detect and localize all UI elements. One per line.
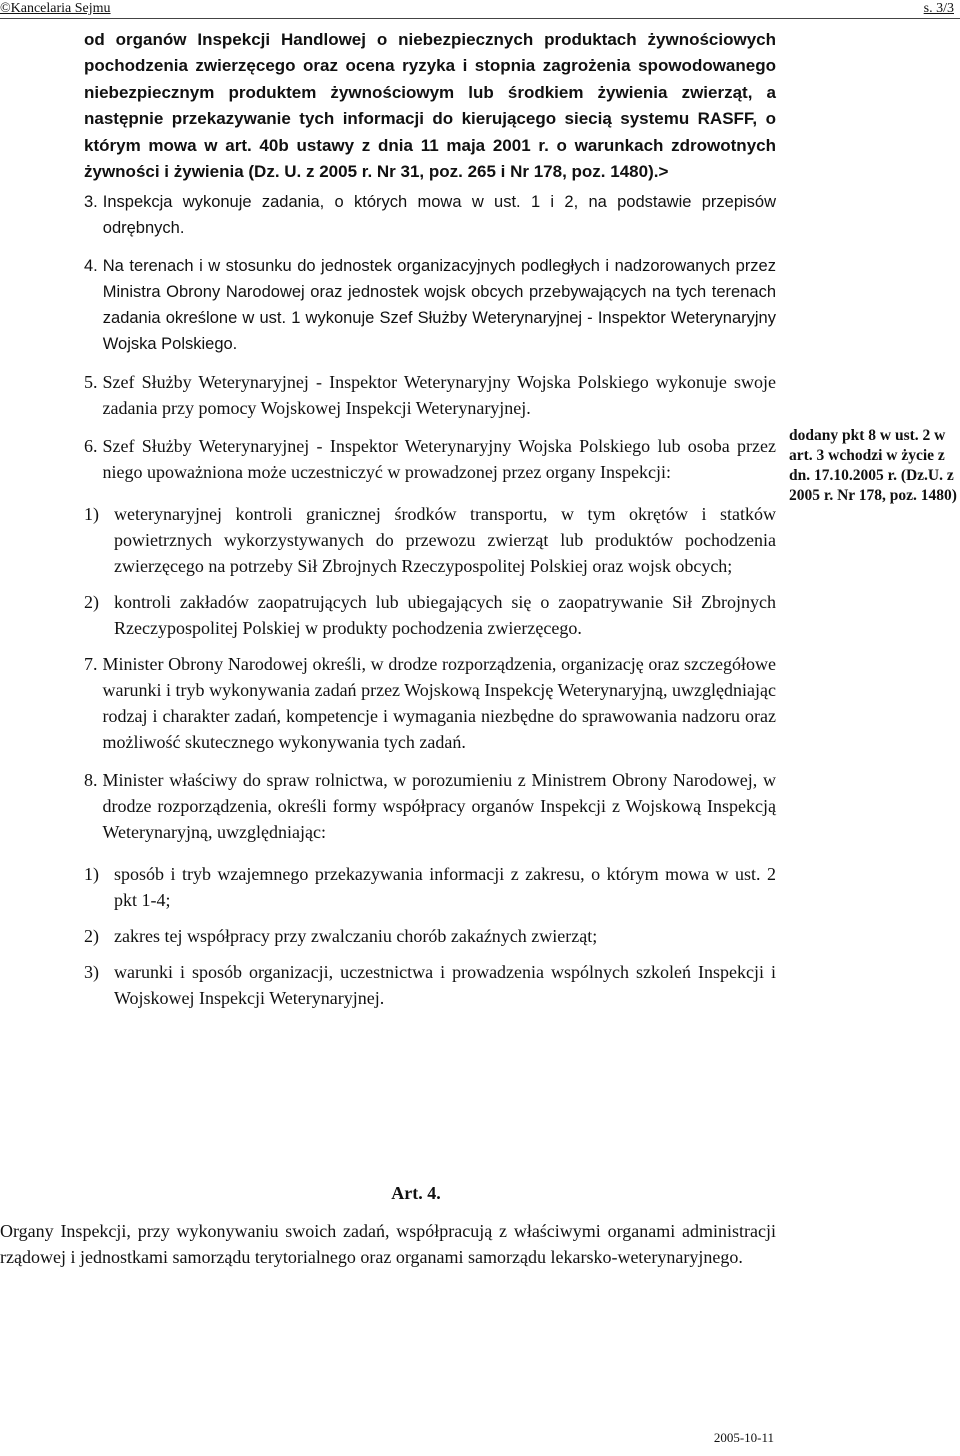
- item-text: kontroli zakładów zaopatrujących lub ubiegających się o zaopatrywanie Sił Zbrojnych Rzeczypospolitej Polskiej w produkty pochodzenia zwierzęcego.: [114, 592, 776, 639]
- item-number: 1): [84, 864, 99, 885]
- paragraph-text: Szef Służby Weterynaryjnej - Inspektor Weterynaryjny Wojska Polskiego lub osoba przez niego upoważniona może uczestniczyć w prowadzonej przez organy Inspekcji:: [102, 436, 776, 483]
- item-text: warunki i sposób organizacji, uczestnictwa i prowadzenia wspólnych szkoleń Inspekcji i Wojskowej Inspekcji Weterynaryjnej.: [114, 962, 776, 1009]
- list-item: [84, 861, 776, 913]
- paragraph-text: Minister właściwy do spraw rolnictwa, w porozumieniu z Ministrem Obrony Narodowej, w drodze rozporządzenia, określi formy współpracy organów Inspekcji z Wojskową Inspekcją Weterynaryjną, uwzględniając:: [102, 770, 776, 843]
- item-text: sposób i tryb wzajemnego przekazywania informacji z zakresu, o którym mowa w ust. 2 pkt 1-4;: [114, 864, 776, 911]
- list-item: [84, 923, 776, 949]
- item-number: 1): [84, 504, 99, 525]
- item-number: 2): [84, 592, 99, 613]
- header-rule: [0, 18, 960, 19]
- paragraph-number: 6.: [84, 436, 98, 457]
- article-title-text: Art. 4.: [391, 1183, 441, 1203]
- list-item: [84, 501, 776, 579]
- margin-note: dodany pkt 8 w ust. 2 w art. 3 wchodzi w życie z dn. 17.10.2005 r. (Dz.U. z 2005 r. Nr 178, poz. 1480): [789, 427, 957, 504]
- article-paragraph: [0, 1218, 776, 1270]
- paragraph-text: Szef Służby Weterynaryjnej - Inspektor Weterynaryjny Wojska Polskiego wykonuje swoje zadania przy pomocy Wojskowej Inspekcji Weterynaryjnej.: [102, 372, 776, 419]
- paragraph-text: Na terenach i w stosunku do jednostek organizacyjnych podległych i nadzorowanych przez Ministra Obrony Narodowej oraz jednostek wojsk obcych przebywających na tych terenach zadania określone w ust. 1 wykonuje Szef Służby Weterynaryjnej - Inspektor Weterynaryjny Wojska Polskiego.: [102, 257, 776, 354]
- document-body: [84, 27, 776, 1011]
- item-number: 3): [84, 962, 99, 983]
- article-title: [0, 1183, 960, 1204]
- paragraph-number: 3.: [84, 193, 98, 212]
- paragraph-number: 7.: [84, 654, 98, 675]
- paragraph-text: Inspekcja wykonuje zadania, o których mowa w ust. 1 i 2, na podstawie przepisów odrębnych.: [102, 193, 776, 238]
- article-text: Organy Inspekcji, przy wykonywaniu swoich zadań, współpracują z właściwymi organami administracji rządowej i jednostkami samorządu terytorialnego oraz organami samorządu lekarsko-weterynaryjnego.: [0, 1221, 776, 1267]
- paragraph-text: Minister Obrony Narodowej określi, w drodze rozporządzenia, organizację oraz szczegółowe warunki i tryb wykonywania zadań przez Wojskową Inspekcję Weterynaryjną, uwzględniając rodzaj i charakter zadań, kompetencje i wymagania niezbędne do sprawowania nadzoru oraz możliwość skutecznego wykonywania tych zadań.: [102, 654, 776, 753]
- item-text: zakres tej współpracy przy zwalczaniu chorób zakaźnych zwierząt;: [114, 926, 598, 947]
- paragraph-number: 4.: [84, 257, 98, 276]
- paragraph-number: 5.: [84, 372, 98, 393]
- paragraph-7: [84, 651, 776, 755]
- list-item: [84, 959, 776, 1011]
- paragraph-6: [84, 433, 776, 485]
- list-item: [84, 589, 776, 641]
- paragraph-4: [84, 253, 776, 357]
- footer-date: 2005-10-11: [713, 1430, 774, 1445]
- page-number: s. 3/3: [923, 1, 954, 16]
- intro-paragraph: od organów Inspekcji Handlowej o niebezpiecznych produktach żywnościowych pochodzenia zwierzęcego oraz ocena ryzyka i stopnia zagrożenia spowodowanego niebezpiecznym produktem żywnościowym lub środkiem żywienia zwierząt, a następnie przekazywanie tych informacji do kierującego siecią systemu RASFF, o którym mowa w art. 40b ustawy z dnia 11 maja 2001 r. o warunkach zdrowotnych żywności i żywienia (Dz. U. z 2005 r. Nr 31, poz. 265 i Nr 178, poz. 1480).>: [84, 30, 776, 182]
- page-header: [0, 0, 960, 20]
- paragraph-number: 8.: [84, 770, 98, 791]
- paragraph-8: [84, 767, 776, 845]
- item-text: weterynaryjnej kontroli granicznej środków transportu, w tym okrętów i statków powietrznych wykorzystywanych do przewozu zwierząt lub produktów pochodzenia zwierzęcego na potrzeby Sił Zbrojnych Rzeczypospolitej Polskiej oraz wojsk obcych;: [114, 504, 776, 577]
- publisher-label: ©Kancelaria Sejmu: [0, 1, 111, 16]
- item-number: 2): [84, 926, 99, 947]
- paragraph-5: [84, 369, 776, 421]
- paragraph-3: [84, 189, 776, 241]
